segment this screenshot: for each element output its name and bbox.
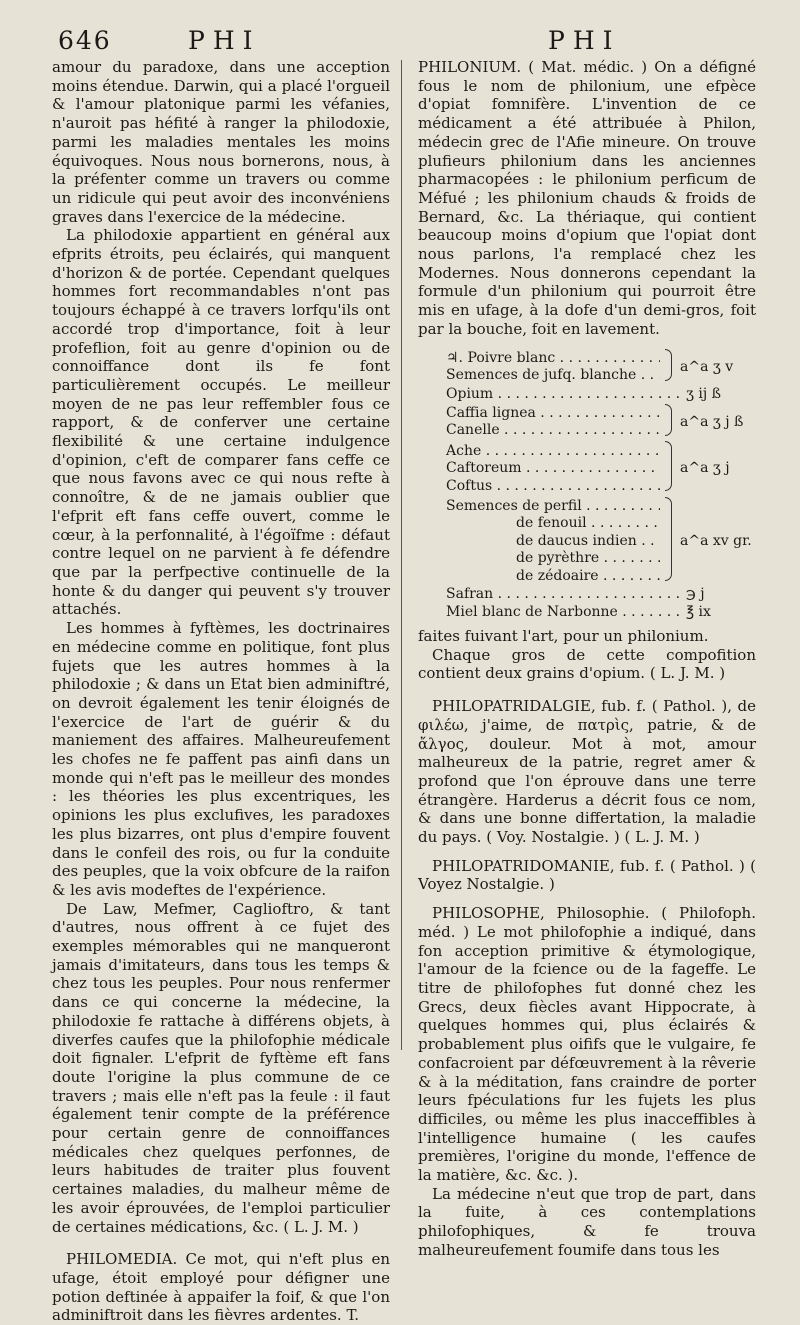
ingredient: Coftus [446,477,493,494]
left-running-head: PHI [188,26,261,55]
dose: a^a xv gr. [680,532,752,549]
formula-group [446,497,756,587]
ingredient: Ache [446,442,482,459]
ingredient: Miel blanc de Narbonne [446,603,618,620]
page-number: 646 [58,26,112,55]
philonium-formula [446,349,756,622]
dose: a^a ʒ j [680,460,730,477]
right-running-head: PHI [548,26,621,55]
ingredient: Caftoreum [446,460,522,477]
ingredient: Caffia lignea [446,404,536,421]
entry-philosophe: PHILOSOPHE, Philosophie. ( Philofoph. méd. ) Le mot philofophie a indiqué, dans fon acception primitive & étymologique, l'amour de la fcience ou de la fageffe. Le titre de philofophes fut donné chez les Grecs, deux fiècles avant Hippocrate, à quelques hommes qui, plus éclairés & probablement plus oififs que le vulgaire, fe confacroient par défœuvrement à la rêverie & à la méditation, fans craindre de porter leurs fpéculations fur les fujets les plus difficiles, ou même les plus inacceffibles à l'intelligence humaine ( les caufes premières, l'origine du monde, l'effence de la matière, &c. &c. ). [418,904,756,1185]
paragraph: amour du paradoxe, dans une acception moins étendue. Darwin, qui a placé l'orgueil & l'amour platonique parmi les véfanies, n'auroit pas héfité à ranger la philodoxie, parmi les maladies mentales les moins équivoques. Nous nous bornerons, nous, à la préfenter comme un travers ou comme un ridicule qui peut avoir des inconvéniens graves dans l'exercice de la médecine. [52,58,390,226]
formula-group [446,586,756,604]
ingredient: Opium [446,386,494,403]
entry-philonium: PHILONIUM. ( Mat. médic. ) On a défigné fous le nom de philonium, une efpèce d'opiat fomnifère. L'invention de ce médicament a été attribuée à Philon, médecin grec de l'Afie mineure. On trouve plufieurs philonium dans les anciennes pharmacopées : le philonium perficum de Méfué ; les philonium chauds & froids de Bernard, &c. La thériaque, qui contient beaucoup moins d'opium que l'opiat dont nous parlons, l'a remplacé chez les Modernes. Nous donnerons cependant la formule d'un philonium qui pourroit être mis en ufage, à la dofe d'un demi-gros, foit par la bouche, foit en lavement. [418,58,756,338]
ingredient: de pyrèthre [516,550,600,567]
paragraph: Chaque gros de cette compofition contient deux grains d'opium. ( L. J. M. ) [418,645,756,683]
ingredient: de zédoaire [516,567,599,584]
formula-group [446,386,756,404]
right-column [418,58,756,1260]
column-divider [401,60,402,1050]
paragraph: De Law, Mefmer, Caglioftro, & tant d'autres, nous offrent à ce fujet des exemples mémorables qui ne manqueront jamais d'imitateurs, dans tous les temps & chez tous les peuples. Pour nous renfermer dans ce qui concerne la médecine, la philodoxie fe rattache à différens objets, à diverfes caufes que la philofophie médicale doit fignaler. L'efprit de fyftème eft fans doute l'origine la plus commune de ce travers ; mais elle n'eft pas la feule : il faut également tenir compte de la préférence pour certain genre de connoiffances médicales chez quelques perfonnes, de leurs habitudes de traiter plus fouvent certaines maladies, du malheur même de les avoir éprouvées, de l'emploi particulier de certaines médications, &c. ( L. J. M. ) [52,899,390,1236]
recipe-symbol: ♃. [446,349,464,366]
ingredient: Canelle [446,422,500,439]
formula-group [446,441,756,497]
entry-philopatridomanie: PHILOPATRIDOMANIE, fub. f. ( Pathol. ) ( Voyez Nostalgie. ) [418,856,756,894]
dose: ℈ j [686,586,705,603]
entry-philomedia: PHILOMEDIA. Ce mot, qui n'eft plus en ufage, étoit employé pour défigner une potion deftinée à appaifer la foif, & que l'on adminiftroit dans les fièvres ardentes. T. [52,1250,390,1325]
ingredient: de fenouil [516,515,587,532]
formula-group [446,604,756,622]
paragraph: La philodoxie appartient en général aux efprits étroits, peu éclairés, qui manquent d'horizon & de portée. Cependant quelques hommes fort recommandables n'ont pas toujours échappé à ce travers lorfqu'ils ont accordé trop d'importance, foit à leur profeflion, foit au genre d'opinion ou de connoiffance dont ils fe font particulièrement occupés. Le meilleur moyen de ne pas leur reffembler fous ce rapport, & de conferver une certaine flexibilité & une certaine indulgence d'opinion, c'eft de comparer fans ceffe ce que nous favons avec ce qui nous refte à connoître, & de ne jamais oublier que l'efprit eft fans ceffe ouvert, comme le cœur, à la perfonnalité, à l'égoïfme : défaut contre lequel on ne parvient à fe défendre que par la perfpective continuelle de la honte & du danger qui peuvent s'y trouver attachés. [52,226,390,619]
paragraph: faites fuivant l'art, pour un philonium. [418,627,709,646]
ingredient: Semences de perfil [446,497,582,514]
formula-group [446,404,756,442]
left-column [52,58,390,1325]
formula-group [446,349,756,387]
paragraph: La médecine n'eut que trop de part, dans la fuite, à ces contemplations philofophiques, & fe trouva malheureufement foumife dans tous les [418,1184,756,1259]
ingredient: Semences de jufq. blanche [446,367,637,384]
paragraph: Les hommes à fyftèmes, les doctrinaires en médecine comme en politique, font plus fujets que les autres hommes à la philodoxie ; & dans un Etat bien adminiftré, on devroit également les tenir éloignés de l'exercice de l'art de guérir & du maniement des affaires. Malheureufement les chofes ne fe paffent pas ainfi dans un monde qui n'eft pas le meilleur des mondes : les théories les plus excentriques, les opinions les plus exclufives, les paradoxes les plus bizarres, ont plus d'empire fouvent dans le confeil des rois, ou fur la conduite des peuples, que la voix obfcure de la raifon & les avis modeftes de l'expérience. [52,619,390,899]
entry-philopatridalgie: PHILOPATRIDALGIE, fub. f. ( Pathol. ), de φιλέω, j'aime, de πατρὶς, patrie, & de ἄλγος, douleur. Mot à mot, amour malheureux de la patrie, regret amer & profond que l'on éprouve dans une terre étrangère. Harderus a décrit fous ce nom, & dans une bonne differtation, la maladie du pays. ( Voy. Nostalgie. ) ( L. J. M. ) [418,697,756,847]
dose: ʒ ij ß [686,386,721,403]
dose: a^a ʒ v [680,358,734,375]
dose: a^a ʒ j ß [680,413,744,430]
ingredient: Poivre blanc [467,349,556,366]
dose: ℥ ix [686,603,711,620]
ingredient: Safran [446,586,494,603]
ingredient: de daucus indien [516,532,637,549]
